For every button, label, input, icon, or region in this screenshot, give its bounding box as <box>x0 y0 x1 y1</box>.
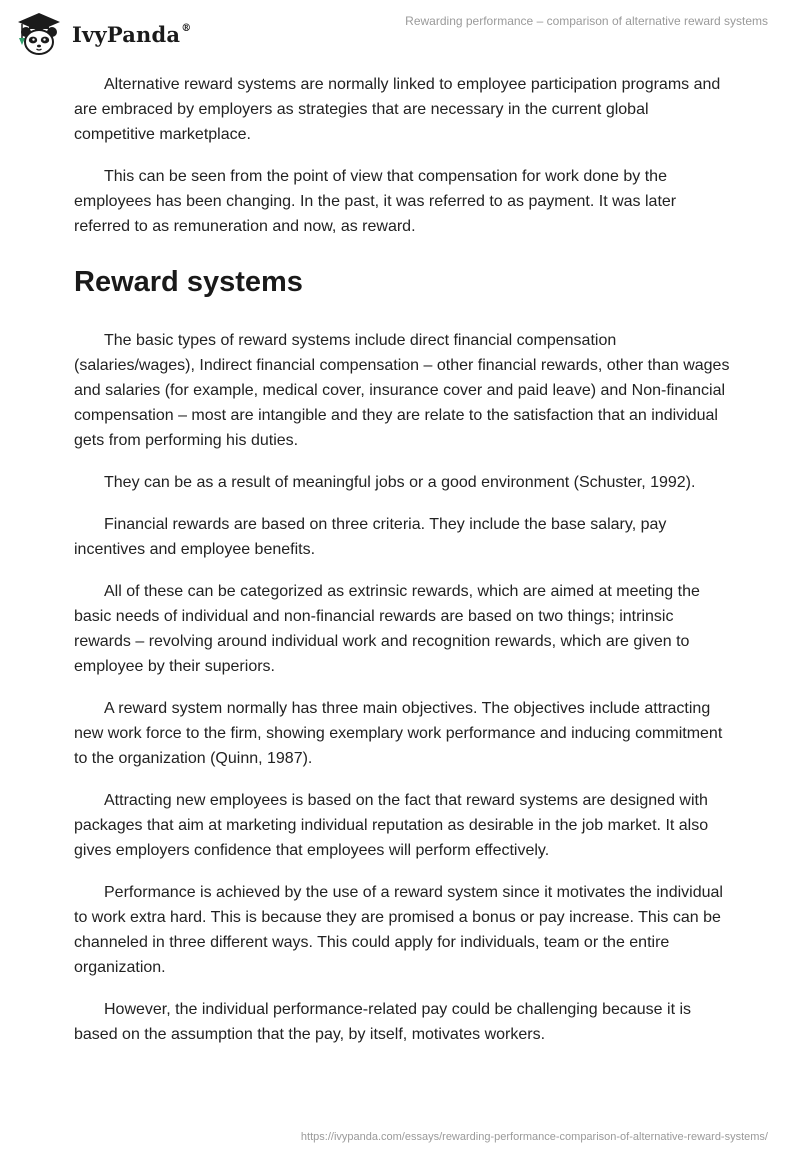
source-url[interactable]: https://ivypanda.com/essays/rewarding-performance-comparison-of-alternative-reward-systems/ <box>300 1131 768 1143</box>
registered-mark: ® <box>181 22 192 34</box>
paragraph: Financial rewards are based on three criteria. They include the base salary, pay incentives and employee benefits. <box>74 516 667 558</box>
paragraph: Alternative reward systems are normally linked to employee participation programs and are embraced by employers as strategies that are necessary in the current global competitive marketplace. <box>74 76 721 143</box>
brand-name-text: IvyPanda <box>72 21 181 47</box>
paragraph: However, the individual performance-related pay could be challenging because it is based on the assumption that the pay, by itself, motivates workers. <box>74 1001 692 1043</box>
paragraph: Performance is achieved by the use of a reward system since it motivates the individual to work extra hard. This is because they are promised a bonus or pay increase. This can be channeled in three different ways. This could apply for individuals, team or the entire organization. <box>74 884 723 976</box>
page-header <box>0 0 800 64</box>
brand-name <box>72 22 191 47</box>
paragraph: The basic types of reward systems include direct financial compensation (salaries/wages), Indirect financial compensation – other financial rewards, other than wages and salaries (for example, medical cover, insurance cover and paid leave) and Non-financial compensation – most are intangible and they are relate to the satisfaction that an individual gets from performing his duties. <box>74 332 730 449</box>
essay-content <box>74 72 730 1064</box>
paragraph: They can be as a result of meaningful jobs or a good environment (Schuster, 1992). <box>104 474 696 491</box>
panda-graduate-icon <box>14 8 64 58</box>
paragraph: This can be seen from the point of view that compensation for work done by the employees has been changing. In the past, it was referred to as payment. It was later referred to as remuneration and now, as reward. <box>74 168 677 235</box>
paragraph: All of these can be categorized as extrinsic rewards, which are aimed at meeting the basic needs of individual and non-financial rewards are based on two things; intrinsic rewards – revolving around individual work and recognition rewards, which are given to employee by their superiors. <box>74 583 700 675</box>
ivypanda-logo[interactable] <box>14 8 191 58</box>
section-heading: Reward systems <box>74 266 303 298</box>
paragraph: Attracting new employees is based on the fact that reward systems are designed with packages that aim at marketing individual reputation as desirable in the job market. It also gives employers confidence that employees will perform effectively. <box>74 792 709 859</box>
paragraph: A reward system normally has three main objectives. The objectives include attracting new work force to the firm, showing exemplary work performance and inducing commitment to the organization (Quinn, 1987). <box>74 700 723 767</box>
document-title: Rewarding performance – comparison of alternative reward systems <box>405 14 768 28</box>
